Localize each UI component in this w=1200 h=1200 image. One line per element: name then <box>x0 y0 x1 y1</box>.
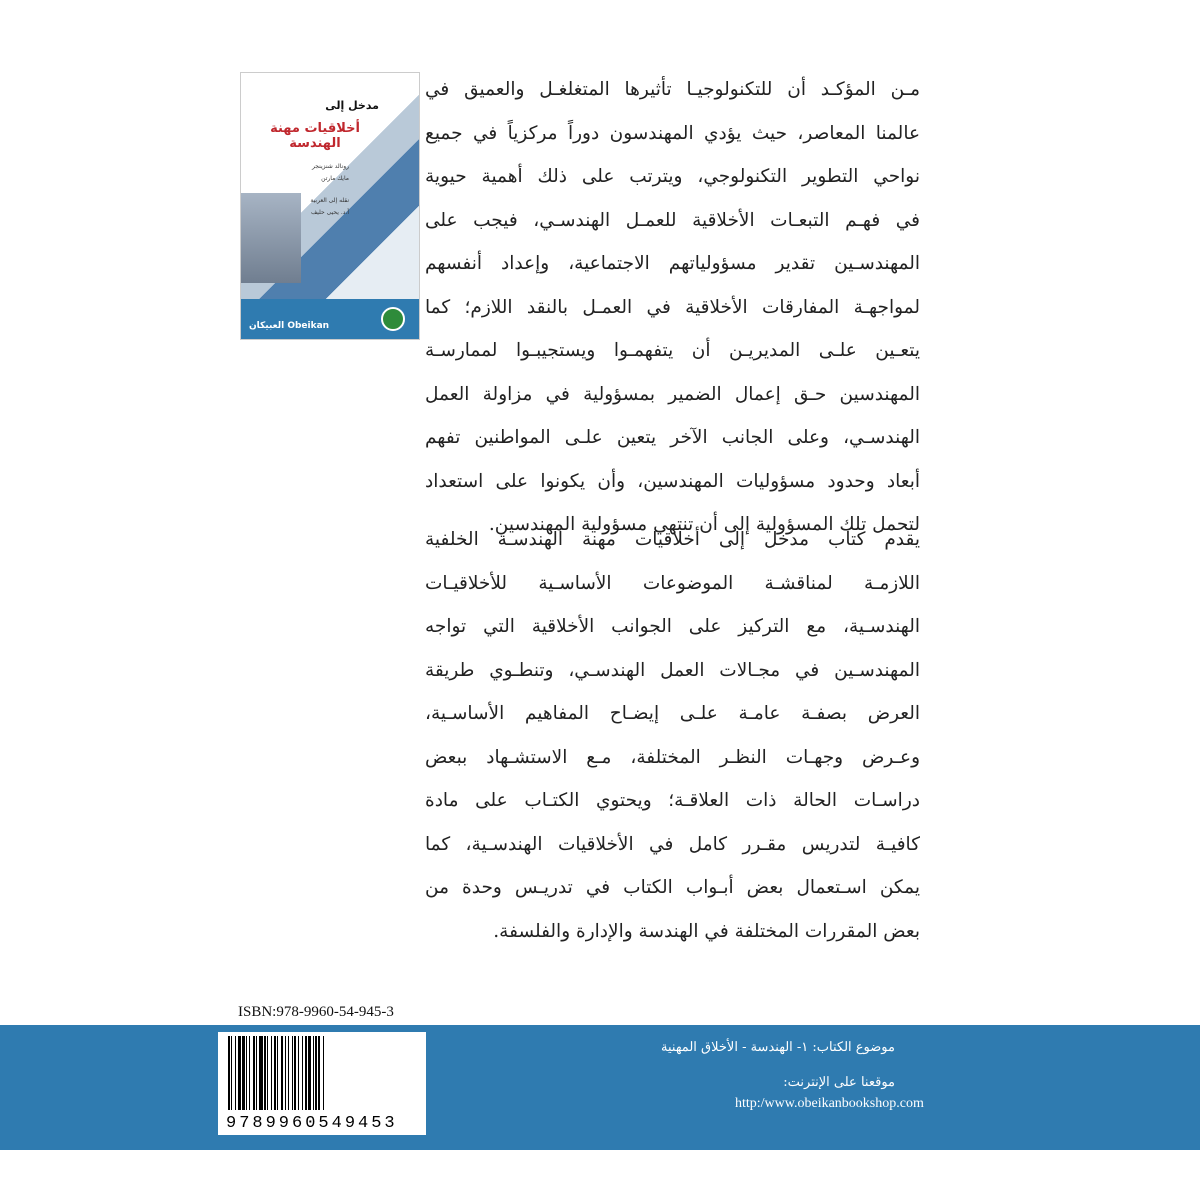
text-line: لمواجهـة المفارقات الأخلاقية في العمـل بالنقد اللازم؛ كما <box>425 296 920 318</box>
cover-translator-label: نقله إلى العربية <box>310 197 349 204</box>
text-line: دراسـات الحالة ذات العلاقـة؛ ويحتوي الكتـاب على مادة <box>425 790 920 811</box>
barcode <box>218 1032 426 1135</box>
text-line: يقدم كتاب مدخل إلى أخلاقيات مهنة الهندسـة الخلفية <box>425 529 920 550</box>
seal-icon <box>381 307 405 331</box>
barcode-number: 9789960549453 <box>226 1114 398 1133</box>
text-line: أبعاد وحدود مسؤوليات المهندسين، وأن يكونوا على استعداد <box>425 470 920 492</box>
website-url[interactable]: http:/www.obeikanbookshop.com <box>735 1096 924 1111</box>
barcode-bar <box>324 1036 325 1110</box>
publisher-logo: العبيكان Obeikan <box>249 321 330 331</box>
blurb-paragraph-1 <box>425 68 920 547</box>
cover-title-main: أخلاقيات مهنة الهندسة <box>270 121 360 151</box>
cover-thumbnail <box>240 72 420 340</box>
text-line: عالمنا المعاصر، حيث يؤدي المهندسون دوراً مركزياً في جميع <box>425 122 920 144</box>
isbn-text: ISBN:978-9960-54-945-3 <box>238 1004 394 1020</box>
footer-band <box>0 1025 1200 1150</box>
text-line: بعض المقررات المختلفة في الهندسة والإدارة والفلسفة. <box>493 920 920 942</box>
text-line: اللازمـة لمناقشـة الموضوعات الأساسـية للأخلاقيـات <box>425 572 920 594</box>
text-line: نواحي التطوير التكنولوجي، ويترتب على ذلك أهمية حيوية <box>425 166 920 187</box>
barcode-bars <box>228 1036 416 1110</box>
cover-translator: أ.د. يحيى حليف <box>310 209 349 216</box>
website-label: موقعنا على الإنترنت: <box>783 1075 895 1090</box>
blurb-paragraph-2 <box>425 518 920 953</box>
text-line: العرض بصفـة عامـة علـى إيضـاح المفاهيم الأساسـية، <box>425 703 920 724</box>
text-line: وعـرض وجهـات النظـر المختلفة، مـع الاستشـهاد ببعض <box>425 746 920 768</box>
cover-author: مايك مارتن <box>321 175 349 182</box>
text-line: كافيـة لتدريس مقـرر كامل في الأخلاقيات الهندسـية، كما <box>425 833 920 855</box>
text-line: المهندسـين تقدير مسؤولياتهم الاجتماعية، وإعداد أنفسهم <box>425 253 920 274</box>
text-line: يتعـين علـى المديريـن أن يتفهمـوا ويستجيبـوا لممارسـة <box>425 340 920 361</box>
text-line: مـن المؤكـد أن للتكنولوجيـا تأثيرها المتغلغـل والعميق في <box>425 79 920 100</box>
cover-title-top: مدخل إلى <box>325 99 379 112</box>
text-line: لتحمل تلك المسؤولية إلى أن تنتهي مسؤولية المهندسين. <box>488 514 920 535</box>
text-line: المهندسين حـق إعمال الضمير بمسؤولية في مزاولة العمل <box>425 383 920 405</box>
text-line: المهندسـين في مجـالات العمل الهندسـي، وتنطـوي طريقة <box>425 659 920 681</box>
text-line: الهندسـية، مع التركيز على الجوانب الأخلاقية التي تواجه <box>425 616 920 637</box>
text-line: يمكن اسـتعمال بعض أبـواب الكتاب في تدريـس وحدة من <box>425 877 920 898</box>
text-line: في فهـم التبعـات الأخلاقية للعمـل الهندسـي، فيجب على <box>425 209 920 231</box>
book-subject: موضوع الكتاب: ١- الهندسة - الأخلاق المهنية <box>661 1040 895 1055</box>
cover-author: رونالد شنزينجر <box>312 163 349 170</box>
cover-photo <box>241 193 301 283</box>
text-line: الهندسـي، وعلى الجانب الآخر يتعين علـى المواطنين تفهم <box>425 427 920 448</box>
